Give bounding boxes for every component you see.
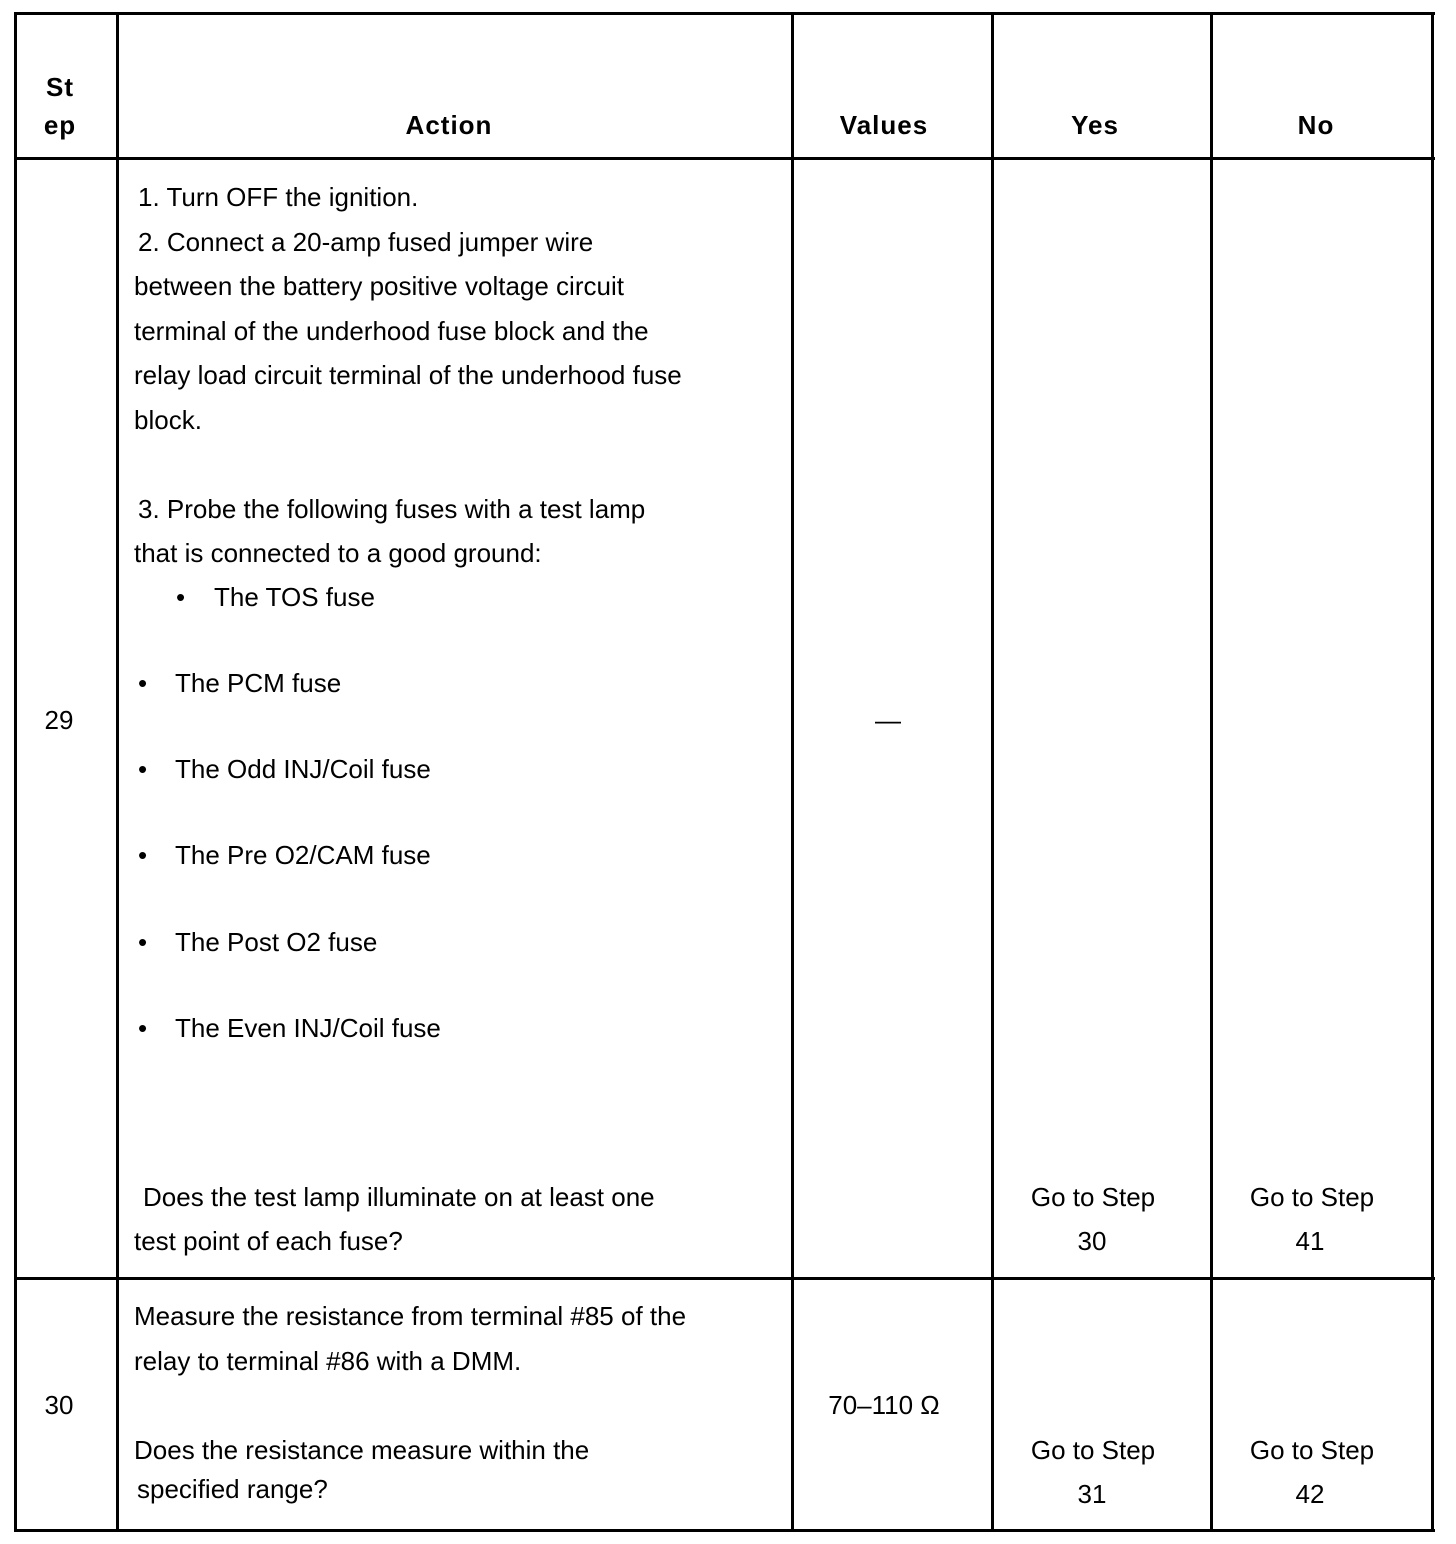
- value-cell: 70–110 Ω: [828, 1390, 940, 1420]
- header-no: No: [1297, 110, 1335, 140]
- no-step-number: 42: [1295, 1479, 1325, 1509]
- table-border-top: [14, 12, 1435, 15]
- header-step-part1: St: [46, 72, 74, 102]
- step-number: 29: [44, 705, 74, 735]
- action-question: specified range?: [137, 1474, 328, 1504]
- header-step-part2: ep: [43, 110, 77, 140]
- table-border-bottom: [14, 1529, 1435, 1532]
- fuse-list-item: The TOS fuse: [214, 582, 375, 612]
- fuse-list-item: The Odd INJ/Coil fuse: [175, 754, 431, 784]
- bullet-icon: •: [138, 840, 148, 870]
- no-action: Go to Step: [1249, 1435, 1375, 1465]
- yes-step-number: 30: [1077, 1226, 1107, 1256]
- action-question: Does the test lamp illuminate on at least one: [143, 1182, 655, 1212]
- bullet-icon: •: [138, 927, 148, 957]
- bullet-icon: •: [138, 754, 148, 784]
- action-line: relay load circuit terminal of the underhood fuse: [134, 360, 682, 390]
- yes-step-number: 31: [1077, 1479, 1107, 1509]
- action-line: terminal of the underhood fuse block and the: [134, 316, 649, 346]
- header-values: Values: [839, 110, 929, 140]
- bullet-icon: •: [138, 668, 148, 698]
- action-line: 2. Connect a 20-amp fused jumper wire: [138, 227, 594, 257]
- yes-action: Go to Step: [1030, 1435, 1156, 1465]
- table-header-divider: [14, 157, 1435, 160]
- no-step-number: 41: [1295, 1226, 1325, 1256]
- action-line: Measure the resistance from terminal #85 of the: [134, 1301, 687, 1331]
- column-divider-values: [991, 12, 994, 1532]
- value-cell: —: [875, 705, 901, 735]
- header-yes: Yes: [1071, 110, 1119, 140]
- bullet-icon: •: [138, 1013, 148, 1043]
- column-divider-step: [116, 12, 119, 1532]
- action-question: test point of each fuse?: [134, 1226, 403, 1256]
- table-border-right: [1431, 12, 1434, 1532]
- action-line: between the battery positive voltage circuit: [134, 271, 624, 301]
- action-line: relay to terminal #86 with a DMM.: [134, 1346, 522, 1376]
- action-line: that is connected to a good ground:: [134, 538, 542, 568]
- fuse-list-item: The PCM fuse: [175, 668, 342, 698]
- table-border-left: [14, 12, 17, 1532]
- step-number: 30: [44, 1390, 74, 1420]
- column-divider-action: [791, 12, 794, 1532]
- no-action: Go to Step: [1249, 1182, 1375, 1212]
- fuse-list-item: The Even INJ/Coil fuse: [175, 1013, 441, 1043]
- table-row-divider: [14, 1277, 1435, 1280]
- bullet-icon: •: [176, 582, 186, 612]
- column-divider-yes: [1210, 12, 1213, 1532]
- fuse-list-item: The Pre O2/CAM fuse: [175, 840, 431, 870]
- action-line: 3. Probe the following fuses with a test lamp: [138, 494, 646, 524]
- fuse-list-item: The Post O2 fuse: [175, 927, 378, 957]
- action-line: block.: [134, 405, 202, 435]
- header-action: Action: [405, 110, 493, 140]
- yes-action: Go to Step: [1030, 1182, 1156, 1212]
- action-question: Does the resistance measure within the: [134, 1435, 590, 1465]
- action-line: 1. Turn OFF the ignition.: [138, 182, 419, 212]
